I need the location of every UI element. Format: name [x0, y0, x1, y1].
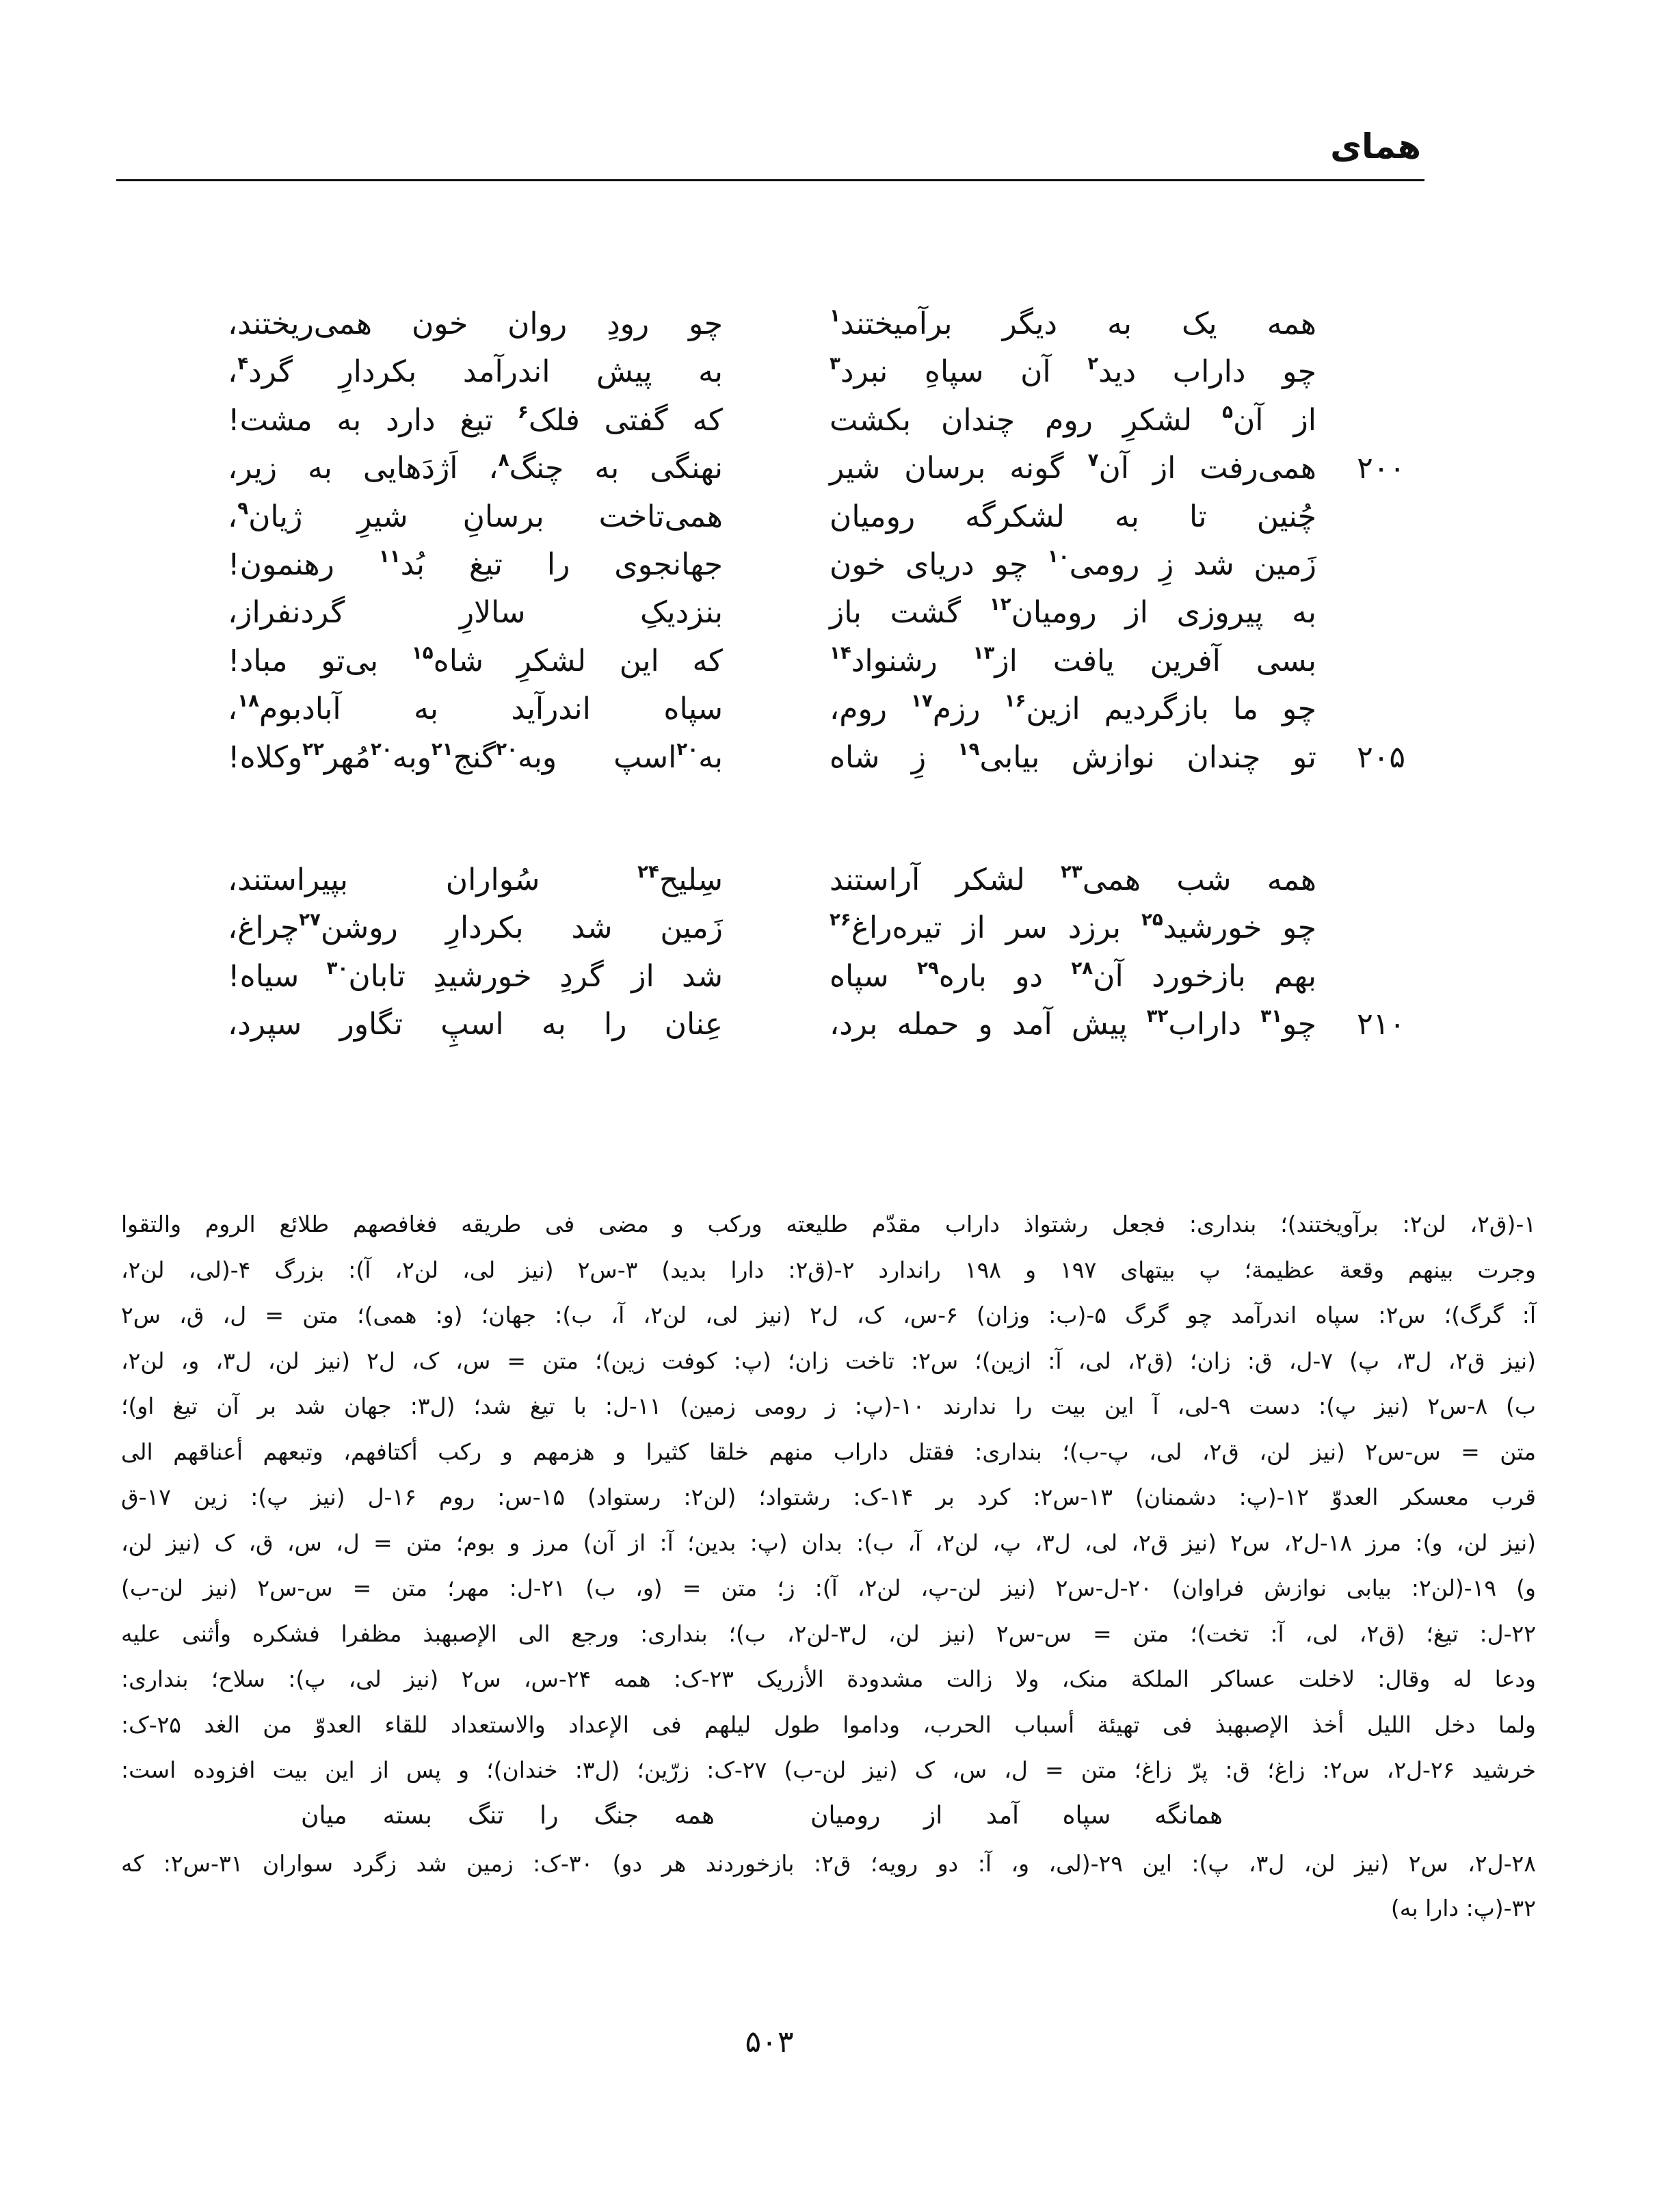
- footnotes: [121, 1202, 1536, 1793]
- hemistich: بنزدیکِ سالارِ گردنفراز،: [228, 595, 723, 631]
- hemistich: زَمین شد بکردارِ روشن$^{۲۷}$چراغ،: [228, 910, 723, 946]
- footnote-line: (نیز لن، و): مرز ۱۸-ل۲، س۲ (نیز ق۲، لی، ل۳، پ، لن۲، آ، ب): بدان (پ: بدین؛ آ: از آن) مرز و بوم؛ متن = ل، س، ق، ک (نیز لن،: [121, 1529, 1536, 1556]
- footnote-ref: ۶: [518, 401, 529, 423]
- footnote-ref: ۱۳: [972, 642, 995, 663]
- footnote-ref: ۱۵: [411, 642, 434, 663]
- hemistich: همی‌تاخت برسانِ شیرِ ژیان$^۹$،: [228, 498, 723, 534]
- hemistich: همه یک به دیگر برآمیختند$^۱$: [830, 305, 1316, 341]
- footnote-ref: ۲۶: [830, 910, 851, 931]
- hemistich: سِلیح$^{۲۴}$ سُواران بپیراستند،: [228, 861, 723, 897]
- footnote-line: و) ۱۹-(لن۲: بیابی نوازش فراوان) ۲۰-ل-س۲ (نیز لن-پ، لن۲، آ): ز؛ متن = (و، ب) ۲۱-ل: مهر؛ متن = س-س۲ (نیز لن-ب): [121, 1575, 1536, 1601]
- footnote-line: ۱-(ق۲، لن۲: برآویختند)؛ بنداری: فجعل رشتواذ داراب مقدّم طلیعته ورکب و مضی فی طریقه فغافصهم طلائع الروم والتقوا: [121, 1211, 1537, 1237]
- hemistich: چو خورشید$^{۲۵}$ برزد سر از تیره‌راغ$^{۲۶}$: [830, 910, 1316, 946]
- hemistich: که گفتی فلک$^۶$ تیغ دارد به مشت!: [228, 401, 723, 438]
- hemistich: که این لشکرِ شاه$^{۱۵}$ بی‌تو مباد!: [228, 642, 723, 679]
- footnote-line: وجرت بینهم وقعة عظیمة؛ پ بیتهای ۱۹۷ و ۱۹۸ راندارد ۲-(ق۲: دارا بدید) ۳-س۲ (نیز لی، لن۲، آ): بزرگ ۴-(لی، لن۲،: [121, 1256, 1536, 1283]
- footnote-ref: ۱۷: [911, 690, 933, 711]
- footnote-line: ولما دخل اللیل أخذ الإصبهبذ فی تهیئة أسباب الحرب، وداموا طول لیلهم فی الإعداد والاستعداد للقاء العدوّ من الغد ۲۵-ک:: [121, 1711, 1536, 1738]
- footnote-line: قرب معسکر العدوّ ۱۲-(پ: دشمنان) ۱۳-س۲: کرد بر ۱۴-ک: رشتواد؛ (لن۲: رستواد) ۱۵-س: روم ۱۶-ل (نیز پ): زین ۱۷-ق: [121, 1484, 1537, 1510]
- footnote-ref: ۲۲: [302, 739, 324, 760]
- footnote-ref: ۳۰: [326, 958, 349, 979]
- hemistich: بهم بازخورد آن$^{۲۸}$ دو باره$^{۲۹}$ سپاه: [830, 958, 1316, 994]
- footnote-ref: ۲۱: [431, 739, 453, 760]
- hemistich: به پیروزی از رومیان$^{۱۲}$ گشت باز: [830, 594, 1316, 631]
- footnote-line: ۲۲-ل: تیغ؛ (ق۲، لی، آ: تخت)؛ متن = س-س۲ (نیز لن، ل۳-لن۲، ب)؛ بنداری: ورجع الی الإصبهبذ مظفرا فشکره وأثنی علیه: [121, 1620, 1536, 1647]
- verse-column-left-group1: [228, 300, 723, 782]
- footnote-line: ب) ۸-س۲ (نیز پ): دست ۹-لی، آ این بیت را ندارند ۱۰-(پ: ز رومی زمین) ۱۱-ل: با تیغ شد؛ (ل۳: جهان شد بر آن تیغ او)؛: [121, 1393, 1536, 1419]
- hemistich: از آن$^۵$ لشکرِ روم چندان بکشت: [830, 401, 1316, 438]
- footnote-ref: ۹: [237, 498, 249, 519]
- footnote-ref: ۲۸: [1071, 958, 1093, 979]
- footnote-ref: ۲۴: [637, 861, 659, 882]
- footnote-line: ۳۲-(پ: دارا به): [1390, 1895, 1536, 1921]
- footnote-ref: ۱۱: [378, 546, 401, 567]
- footnote-ref: ۲۰: [496, 739, 518, 760]
- footnote-ref: ۲۰: [676, 739, 699, 760]
- footnote-ref: ۱۲: [989, 594, 1011, 616]
- footnote-ref: ۲: [1087, 354, 1099, 375]
- hemistich: عِنان را به اسپِ تگاور سپرد،: [228, 1007, 723, 1042]
- hemistich: تو چندان نوازش بیابی$^{۱۹}$ زِ شاه: [830, 739, 1316, 775]
- hemistich: شد از گردِ خورشیدِ تابان$^{۳۰}$ سیاه!: [228, 958, 724, 994]
- hemistich: چُنین تا به لشکرگه رومیان: [830, 499, 1316, 534]
- footnote-ref: ۱۶: [1004, 690, 1026, 711]
- footnote-line: ودعا له وقال: لاخلت عساکر الملکة منک، ولا زالت مشدودة الأزریک ۲۳-ک: همه ۲۴-س، س۲ (نیز لی، پ): سلاح؛ بنداری:: [121, 1665, 1536, 1692]
- hemistich: نهنگی به چنگ$^۸$، اَژدَهایی به زیر،: [228, 449, 723, 486]
- verse-number: ۲۰۰: [1357, 451, 1405, 486]
- hemistich: به پیش اندرآمد بکردارِ گرد$^۴$،: [228, 354, 723, 390]
- hemistich: چو$^{۳۱}$ داراب$^{۳۲}$ پیش آمد و حمله برد،: [830, 1005, 1316, 1042]
- footnote-line: متن = س-س۲ (نیز لن، ق۲، لی، پ-ب)؛ بنداری: فقتل داراب منهم خلقا کثیرا و هزمهم و رکب أکتافهم، وتبعهم أعناقهم الی: [121, 1438, 1536, 1465]
- footnote-line: (نیز ق۲، ل۳، پ) ۷-ل، ق: زان؛ (ق۲، لی، آ: ازین)؛ س۲: تاخت زان؛ (پ: کوفت زین)؛ متن = س، ک، ل۲ (نیز لن، ل۳، و، لن۲،: [121, 1347, 1536, 1374]
- footnote-ref: ۲۹: [917, 958, 939, 979]
- footnote-line: آ: گرگ)؛ س۲: سپاه اندرآمد چو گرگ ۵-(ب: وزان) ۶-س، ک، ل۲ (نیز لی، لن۲، آ، ب): جهان؛ (و: همی)؛ متن = ل، ق، س۲: [121, 1302, 1537, 1328]
- footnote-ref: ۳۲: [1146, 1005, 1169, 1027]
- footnote-inserted-hemistich-left: همه جنگ را تنگ بسته میان: [301, 1802, 715, 1830]
- footnote-ref: ۲۰: [371, 739, 393, 760]
- page-number: ۵۰۳: [745, 2025, 794, 2059]
- verse-number: ۲۰۵: [1357, 740, 1405, 775]
- hemistich: چو داراب دید$^۲$ آن سپاهِ نبرد$^۳$: [830, 354, 1316, 390]
- hemistich: چو رودِ روان خون همی‌ریختند،: [228, 306, 723, 341]
- footnote-ref: ۸: [498, 449, 509, 471]
- footnote-ref: ۱: [830, 305, 840, 326]
- hemistich: بسی آفرین یافت از$^{۱۳}$ رشنواد$^{۱۴}$: [830, 642, 1316, 679]
- footnote-ref: ۱۸: [237, 690, 259, 711]
- hemistich: همه شب همی$^{۲۳}$ لشکر آراستند: [830, 861, 1317, 897]
- verse-column-left-group2: [228, 856, 723, 1049]
- header-rule: [116, 179, 1424, 181]
- footnote-ref: ۱۴: [830, 642, 851, 663]
- hemistich: سپاه اندرآید به آبادبوم$^{۱۸}$،: [228, 690, 723, 727]
- footnote-ref: ۲۷: [299, 910, 321, 931]
- footnote-ref: ۲۳: [1061, 861, 1083, 882]
- verse-column-right-group1: [830, 300, 1316, 782]
- hemistich: زَمین شد زِ رومی$^{۱۰}$ چو دریای خون: [830, 546, 1316, 582]
- hemistich: به$^{۲۰}$اسپ وبه$^{۲۰}$گنج$^{۲۱}$وبه$^{۲۰}$مُهر$^{۲۲}$وکلاه!: [228, 739, 723, 775]
- verse-column-right-group2: [830, 856, 1316, 1049]
- footnote-ref: ۲۵: [1141, 910, 1163, 931]
- footnote-ref: ۵: [1222, 401, 1233, 423]
- footnote-ref: ۳: [830, 354, 840, 375]
- hemistich: همی‌رفت از آن$^۷$ گونه برسان شیر: [830, 449, 1316, 486]
- hemistich: جهانجوی را تیغ بُد$^{۱۱}$ رهنمون!: [228, 546, 724, 582]
- running-header-title: همای: [1330, 127, 1421, 166]
- footnote-ref: ۱۰: [1047, 546, 1070, 567]
- footnote-ref: ۱۹: [957, 739, 980, 760]
- footnote-line: ۲۸-ل۲، س۲ (نیز لن، ل۳، پ): این ۲۹-(لی، و، آ: دو رویه؛ ق۲: بازخوردند هر دو) ۳۰-ک: زمین شد زگرد سواران ۳۱-س۲: که: [121, 1850, 1536, 1877]
- footnote-ref: ۴: [237, 354, 249, 375]
- footnote-ref: ۷: [1087, 449, 1099, 471]
- verse-number: ۲۱۰: [1357, 1007, 1405, 1042]
- footnote-inserted-hemistich-right: همانگه سپاه آمد از رومیان: [810, 1802, 1223, 1830]
- footnote-line: خرشید ۲۶-ل۲، س۲: زاغ؛ ق: پرّ زاغ؛ متن = ل، س، ک (نیز لن-ب) ۲۷-ک: زرّین؛ (ل۳: خندان)؛ و پس از این بیت افزوده است:: [121, 1756, 1536, 1783]
- footnote-ref: ۳۱: [1260, 1005, 1283, 1027]
- hemistich: چو ما بازگردیم ازین$^{۱۶}$ رزم$^{۱۷}$ روم،: [830, 690, 1316, 727]
